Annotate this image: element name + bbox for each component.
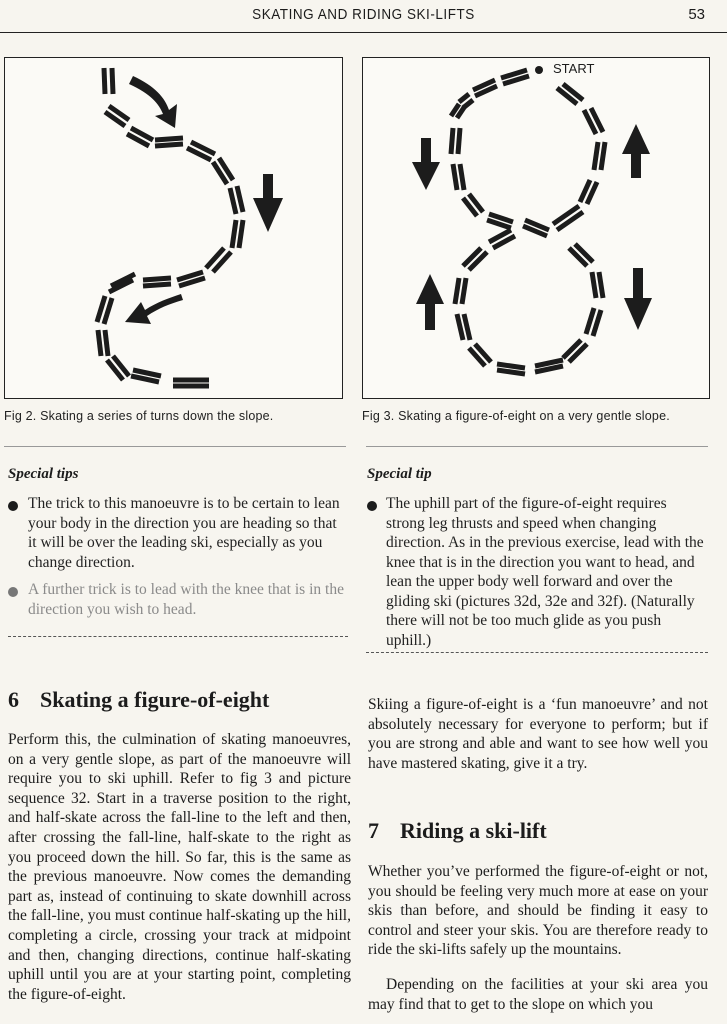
figure-3-diagram xyxy=(363,58,709,398)
section-6-paragraph-2: Skiing a figure-of-eight is a ‘fun manoeuvre’ and not absolutely necessary for everyone to perform; but if you are strong and able and want to see how well you have mastered skating, give it a try. xyxy=(368,696,708,772)
header-rule xyxy=(0,32,727,33)
figure-2-diagram xyxy=(5,58,342,398)
caption-rule-right xyxy=(366,446,708,447)
tips-rule-right xyxy=(366,652,708,653)
section-7-title: Riding a ski-lift xyxy=(400,818,547,843)
figure-3-caption: Fig 3. Skating a figure-of-eight on a very gentle slope. xyxy=(362,409,670,423)
section-6-number: 6 xyxy=(8,687,19,712)
start-label: START xyxy=(553,61,595,76)
bullet-icon xyxy=(367,501,377,511)
running-header: SKATING AND RIDING SKI-LIFTS xyxy=(252,6,475,23)
bullet-icon xyxy=(8,587,18,597)
section-6-title: Skating a figure-of-eight xyxy=(40,687,270,712)
bullet-icon xyxy=(8,501,18,511)
caption-rule-left xyxy=(4,446,346,447)
special-tip-item: The trick to this manoeuvre is to be certain to lean your body in the direction you are heading so that it will be over the leading ski, especially as you change direction. xyxy=(28,495,340,571)
special-tips-heading: Special tips xyxy=(8,466,79,482)
page-number: 53 xyxy=(688,6,705,23)
figure-3-box xyxy=(362,57,710,399)
tips-rule-left xyxy=(8,636,348,637)
section-7-number: 7 xyxy=(368,818,379,843)
figure-2-caption: Fig 2. Skating a series of turns down the slope. xyxy=(4,409,274,423)
special-tip-item: A further trick is to lead with the knee that is in the direction you wish to head. xyxy=(28,581,344,618)
section-6-paragraph: Perform this, the culmination of skating manoeuvres, on a very gentle slope, as part of the manoeuvre will require you to ski uphill. Refer to fig 3 and picture sequence 32. Start in a traverse position to the right, and half-skate across the fall-line to the left and then, after crossing the fall-line, half-skate to the right as you proceed down the hill. So far, this is the same as the previous manoeuvre. Now comes the demanding part as, instead of continuing to skate downhill across the fall-line, you must continue half-skating up the hill, completing a circle, crossing your track at midpoint and then, changing directions, continue half-skating uphill until you are at your starting point, completing the figure-of-eight. xyxy=(8,731,351,1003)
special-tip-text: The uphill part of the figure-of-eight requires strong leg thrusts and speed when changing direction. As in the previous exercise, lead with the knee that is in the direction you want to head, and lean the upper body well forward and over the gliding ski (pictures 32d, 32e and 32f). (Naturally there will not be too much glide as you push uphill.) xyxy=(386,495,704,649)
figure-2-box xyxy=(4,57,343,399)
section-7-paragraph: Whether you’ve performed the figure-of-eight or not, you should be feeling very much more at ease on your skis than before, and should be finding it easy to control and steer your skis. You are therefore ready to ride the ski-lifts safely up the mountains. xyxy=(368,863,708,959)
section-7-paragraph-2: Depending on the facilities at your ski area you may find that to get to the slope on which you xyxy=(368,976,708,1013)
special-tip-heading: Special tip xyxy=(367,466,432,482)
